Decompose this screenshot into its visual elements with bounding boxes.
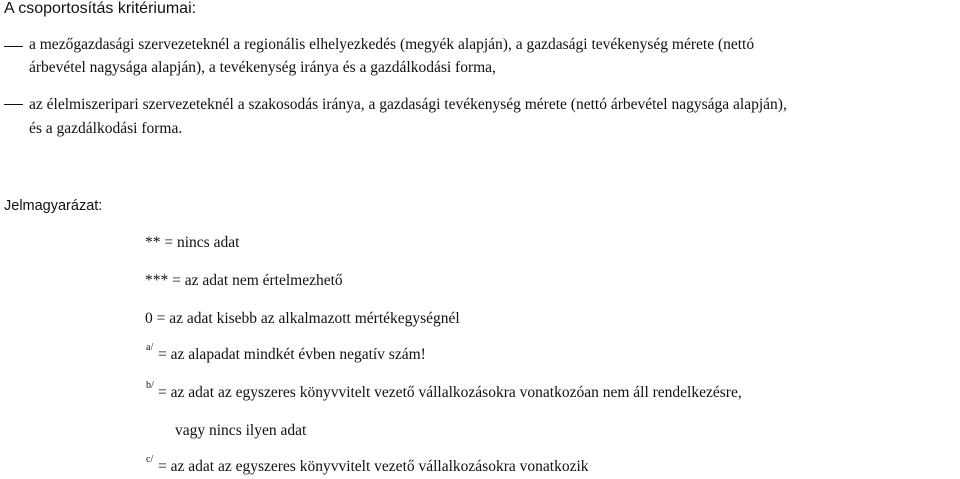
legend-item-smaller-than-unit: 0 = az adat kisebb az alkalmazott mértékegységnél bbox=[145, 310, 460, 327]
criterion-2-line-2: és a gazdálkodási forma. bbox=[29, 120, 183, 137]
legend-item-not-available: = az adat az egyszeres könyvvitelt vezető vállalkozásokra vonatkozóan nem áll rendelkezésre, bbox=[158, 384, 742, 401]
page-heading: A csoportosítás kritériumai: bbox=[4, 0, 197, 17]
legend-item-single-entry: = az adat az egyszeres könyvvitelt vezető vállalkozásokra vonatkozik bbox=[158, 458, 589, 475]
legend-symbol-a: a/ bbox=[146, 342, 154, 353]
legend-item-not-available-cont: vagy nincs ilyen adat bbox=[175, 422, 307, 439]
legend-item-no-data: ** = nincs adat bbox=[145, 234, 240, 251]
legend-title: Jelmagyarázat: bbox=[4, 198, 103, 214]
dash-bullet bbox=[4, 104, 23, 105]
legend-item-negative-base: = az alapadat mindkét évben negatív szám! bbox=[158, 346, 426, 363]
legend-item-not-interpretable: *** = az adat nem értelmezhető bbox=[145, 272, 343, 289]
legend-symbol-c: c/ bbox=[146, 454, 154, 465]
criterion-1-line-1: a mezőgazdasági szervezeteknél a regionális elhelyezkedés (megyék alapján), a gazdasági tevékenység mérete (nettó bbox=[29, 36, 755, 53]
criterion-2-line-1: az élelmiszeripari szervezeteknél a szakosodás iránya, a gazdasági tevékenység mérete (nettó árbevétel nagysága alapján), bbox=[29, 96, 787, 113]
legend-symbol-b: b/ bbox=[146, 380, 154, 391]
dash-bullet bbox=[4, 46, 23, 47]
criterion-1-line-2: árbevétel nagysága alapján), a tevékenység iránya és a gazdálkodási forma, bbox=[29, 59, 496, 76]
